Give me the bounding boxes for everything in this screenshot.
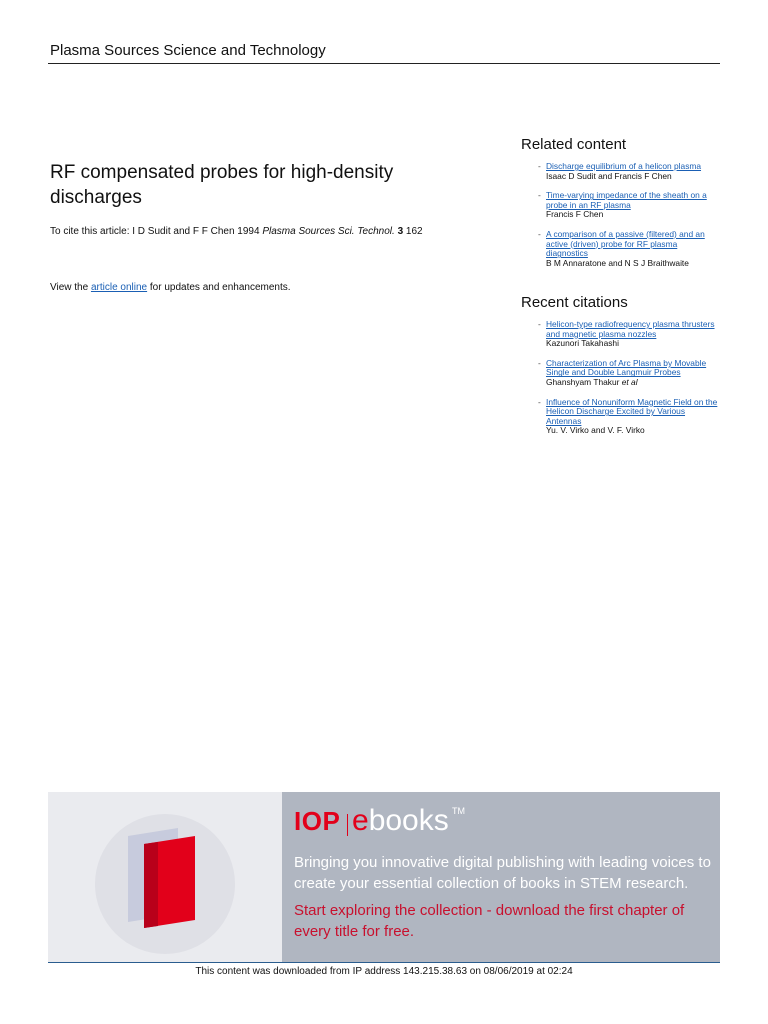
iop-ebooks-banner[interactable] [48, 792, 720, 962]
related-content-heading: Related content [521, 136, 627, 153]
related-item-authors: B M Annaratone and N S J Braithwaite [546, 257, 689, 268]
trademark-mark: TM [452, 806, 465, 816]
citation-item-link[interactable]: Influence of Nonuniform Magnetic Field on the Helicon Discharge Excited by Various Antennas [546, 396, 718, 426]
banner-text-panel [294, 792, 714, 962]
banner-graphic-panel [48, 792, 282, 962]
citation-line [50, 226, 423, 237]
list-dash: - [538, 396, 541, 407]
ebooks-logo [352, 804, 449, 838]
iop-logo: IOP [294, 806, 341, 836]
citation-pages: 162 [403, 226, 423, 237]
recent-citations-heading: Recent citations [521, 294, 628, 311]
citation-authors-text: Yu. V. Virko and V. F. Virko [546, 425, 645, 436]
related-item-link[interactable]: Time-varying impedance of the sheath on a probe in an RF plasma [546, 190, 707, 210]
banner-tagline: Bringing you innovative digital publishing with leading voices to create your essential collection of books in STEM research. [294, 854, 711, 892]
download-notice: This content was downloaded from IP address 143.215.38.63 on 08/06/2019 at 02:24 [195, 966, 573, 977]
related-item-authors: Isaac D Sudit and Francis F Chen [546, 170, 672, 181]
header-rule [48, 63, 720, 64]
citation-item-link[interactable]: Characterization of Arc Plasma by Movable Single and Double Langmuir Probes [546, 357, 707, 378]
citation-authors-text: Ghanshyam Thakur [546, 376, 622, 387]
book-cover-icon [118, 822, 218, 932]
citation-authors-text: Kazunori Takahashi [546, 338, 619, 349]
list-dash: - [538, 190, 541, 201]
citation-journal: Plasma Sources Sci. Technol. [262, 226, 395, 237]
citation-item-authors [546, 378, 720, 388]
citation-item [538, 398, 720, 436]
list-dash: - [538, 228, 541, 239]
logo-separator [347, 814, 348, 836]
ebooks-logo-e: e [352, 804, 369, 837]
citation-item [538, 320, 720, 349]
journal-name: Plasma Sources Science and Technology [50, 42, 326, 59]
related-item [538, 230, 720, 268]
related-item-link[interactable]: A comparison of a passive (filtered) and an active (driven) probe for RF plasma diagnostics [546, 228, 705, 259]
footer-rule [48, 962, 720, 963]
citation-item-link[interactable]: Helicon-type radiofrequency plasma thrusters and magnetic plasma nozzles [546, 319, 715, 339]
banner-cta[interactable]: Start exploring the collection - download the first chapter of every title for free. [294, 902, 685, 940]
related-item-authors: Francis F Chen [546, 209, 604, 220]
citation-prefix: To cite this article: I D Sudit and F F Chen 1994 [50, 226, 263, 237]
recent-citations-list [538, 320, 720, 446]
article-title: RF compensated probes for high-density discharges [50, 162, 394, 208]
citation-item [538, 359, 720, 388]
article-online-link[interactable]: article online [90, 282, 148, 293]
view-suffix: for updates and enhancements. [147, 282, 291, 293]
citation-authors-suffix: et al [621, 376, 638, 387]
list-dash: - [538, 319, 541, 329]
related-item [538, 191, 720, 220]
citation-item-authors [546, 426, 720, 436]
list-dash: - [538, 161, 541, 171]
list-dash: - [538, 357, 541, 368]
related-item-link[interactable]: Discharge equilibrium of a helicon plasma [546, 161, 702, 171]
related-content-list [538, 162, 720, 278]
citation-item-authors [546, 339, 720, 349]
view-prefix: View the [50, 282, 91, 293]
view-online-line [50, 282, 291, 293]
related-item [538, 162, 720, 181]
ebooks-logo-books: books [368, 804, 449, 837]
citation-volume: 3 [397, 226, 404, 237]
